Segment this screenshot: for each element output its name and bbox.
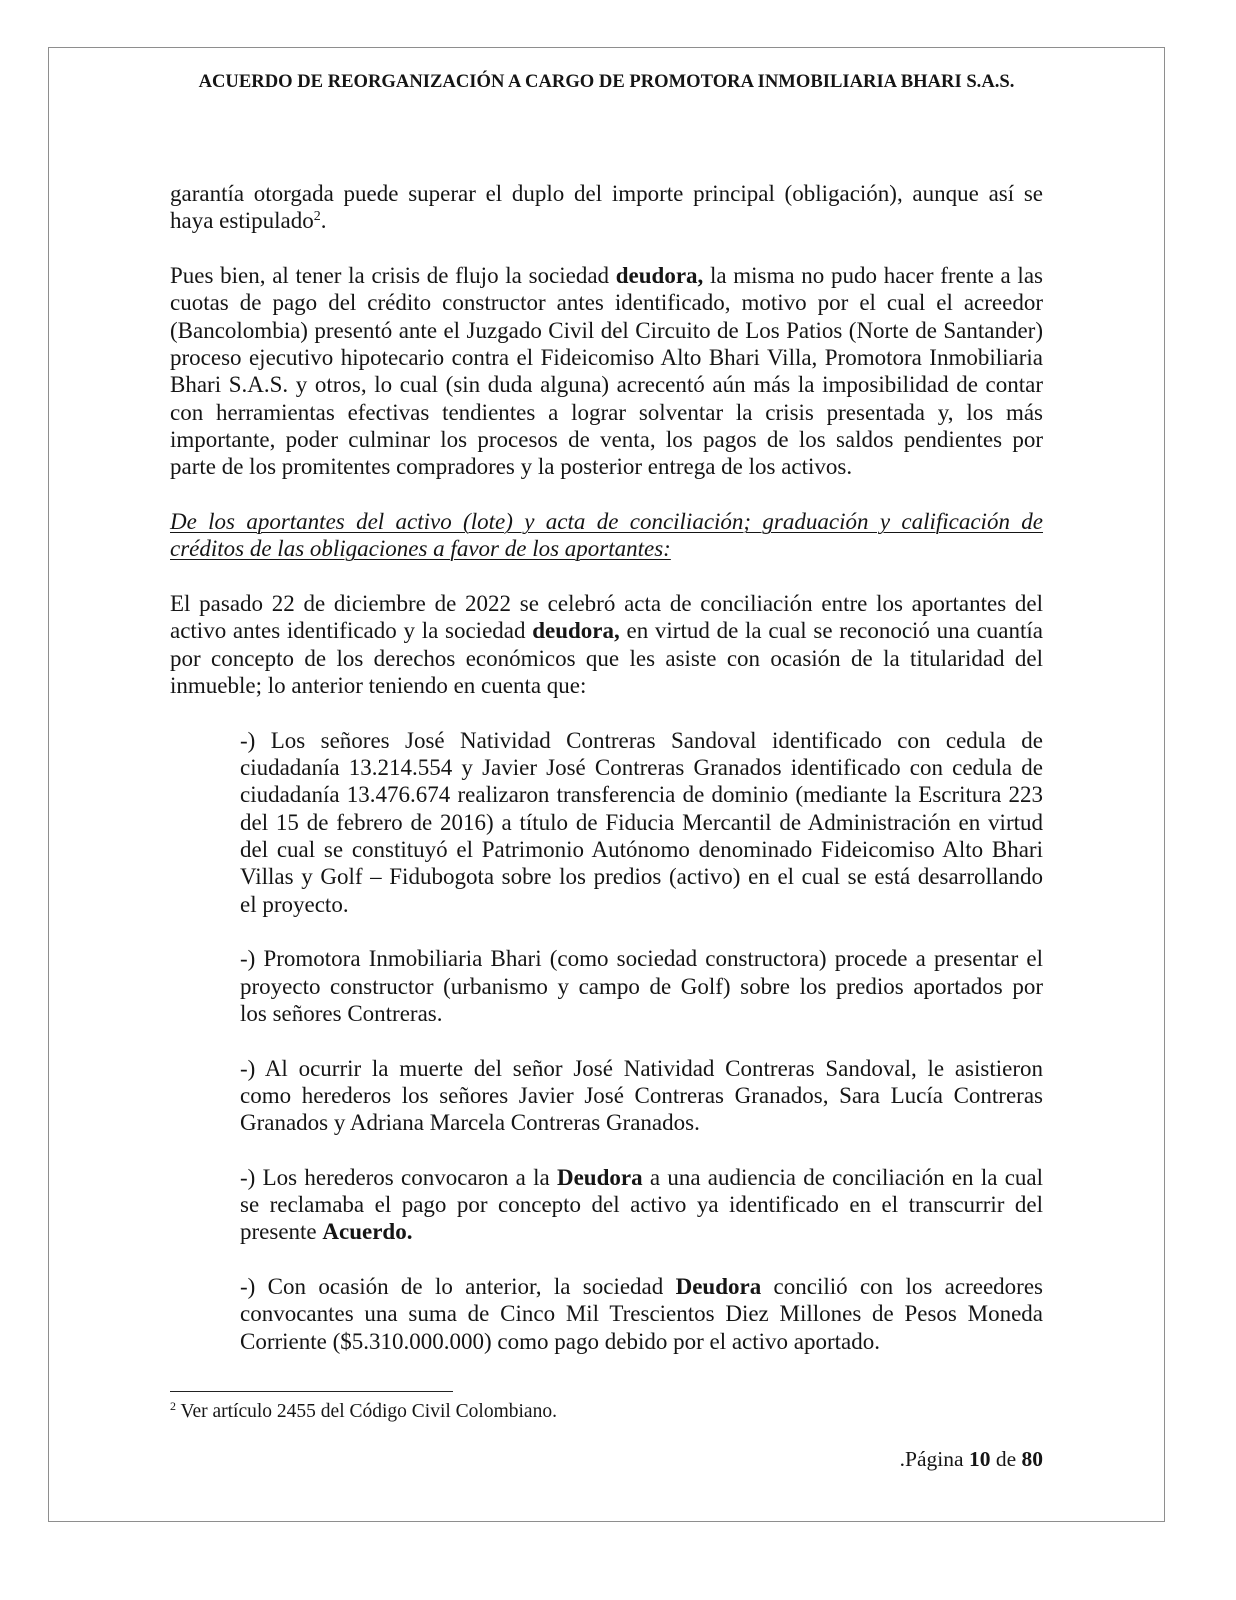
text-line: (Bancolombia) presentó ante el Juzgado Civil del Circuito de Los Patios (Norte de Santander) [170,317,1043,343]
text-line: De los aportantes del activo (lote) y acta de conciliación; graduación y calificación de [170,508,1043,534]
total-pages: 80 [1021,1447,1043,1471]
paragraph [170,262,1043,481]
text-line: del cual se constituyó el Patrimonio Autónomo denominado Fideicomiso Alto Bhari [240,836,1043,862]
text-line: se reclamaba el pago por concepto del activo ya identificado en el transcurrir del [240,1192,1043,1218]
bold-term: deudora, [532,618,620,644]
text-line: inmueble; lo anterior teniendo en cuenta que: [170,672,587,698]
bold-term: Deudora [675,1274,762,1300]
footnote-separator [170,1391,453,1392]
section-intro-paragraph [170,590,1043,699]
text-segment: . [320,208,327,234]
text-line: -) Al ocurrir la muerte del señor José Natividad Contreras Sandoval, le asistieron [240,1055,1043,1081]
footnote-marker: 2 [170,1399,176,1413]
text-line [240,1273,1043,1300]
text-segment: -) Con ocasión de lo anterior, la sociedad [240,1274,676,1300]
list-item [240,727,1043,918]
page-number [900,1447,1043,1471]
document-header: ACUERDO DE REORGANIZACIÓN A CARGO DE PROMOTORA INMOBILIARIA BHARI S.A.S. [198,71,1015,92]
list-item [240,1273,1043,1355]
text-line: por concepto de los derechos económicos que les asiste con ocasión de la titularidad del [170,645,1043,671]
text-segment: activo antes identificado y la sociedad [170,618,533,644]
text-line: garantía otorgada puede superar el duplo del importe principal (obligación), aunque así se [170,181,1043,206]
bold-term: Acuerdo. [322,1219,413,1245]
text-line: proyecto constructor (urbanismo y campo de Golf) sobre los predios aportados por [240,973,1043,999]
text-segment: Pues bien, al tener la crisis de flujo la sociedad [170,262,616,288]
text-segment: concilió con los acreedores [761,1274,1043,1300]
text-segment: a una audiencia de conciliación en la cual [642,1164,1044,1190]
text-line: Corriente ($5.310.000.000) como pago debido por el activo aportado. [240,1328,881,1354]
list-item [240,1055,1043,1137]
text-line: importante, poder culminar los procesos de venta, los pagos de los saldos pendientes por [170,426,1043,452]
text-line: proceso ejecutivo hipotecario contra el Fideicomiso Alto Bhari Villa, Promotora Inmobiliaria [170,344,1043,370]
text-line: el proyecto. [240,891,349,917]
text-line: ciudadanía 13.214.554 y Javier José Contreras Granados identificado con cedula de [240,754,1043,780]
text-line: créditos de las obligaciones a favor de los aportantes: [170,536,671,562]
text-segment: la misma no pudo hacer frente a las [703,262,1043,288]
section-heading [170,508,1043,563]
text-line: El pasado 22 de diciembre de 2022 se celebró acta de conciliación entre los aportantes del [170,590,1043,616]
text-segment: presente [240,1219,323,1245]
document-body [170,180,1043,1382]
text-line [240,1164,1043,1191]
text-line: los señores Contreras. [240,1000,443,1026]
text-line: Granados y Adriana Marcela Contreras Granados. [240,1110,700,1136]
current-page: 10 [968,1447,991,1471]
list-item [240,945,1043,1027]
text-line: -) Los señores José Natividad Contreras Sandoval identificado con cedula de [240,727,1043,753]
text-line: Bhari S.A.S. y otros, lo cual (sin duda alguna) acrecentó aún más la imposibilidad de contar [170,372,1043,398]
text-line: Villas y Golf – Fidubogota sobre los predios (activo) en el cual se está desarrollando [240,864,1043,890]
text-line: convocantes una suma de Cinco Mil Trescientos Diez Millones de Pesos Moneda [240,1301,1043,1327]
text-line [240,1218,1043,1245]
paragraph [170,180,1043,235]
text-line: ciudadanía 13.476.674 realizaron transferencia de dominio (mediante la Escritura 223 [240,782,1043,808]
text-segment: haya estipulado [170,208,314,234]
footnote [170,1401,1043,1423]
text-line [170,262,1043,289]
text-line: con herramientas efectivas tendientes a lograr solventar la crisis presentada y, los más [170,399,1043,425]
text-segment: en virtud de la cual se reconoció una cuantía [619,618,1043,644]
text-line: cuotas de pago del crédito constructor antes identificado, motivo por el cual el acreedor [170,290,1043,316]
text-line [170,617,1043,644]
page-of-label: de [995,1447,1017,1471]
page-label: .Página [899,1447,964,1471]
text-line [170,207,1043,234]
footnote-reference: 2 [313,209,321,225]
text-line: -) Promotora Inmobiliaria Bhari (como sociedad constructora) procede a presentar el [240,946,1043,972]
text-line: como herederos los señores Javier José Contreras Granados, Sara Lucía Contreras [240,1082,1043,1108]
text-segment: -) Los herederos convocaron a la [240,1164,557,1190]
bold-term: Deudora [556,1164,643,1190]
list-item [240,1164,1043,1246]
bold-term: deudora, [615,262,704,288]
footnote-text: Ver artículo 2455 del Código Civil Colombiano. [180,1401,557,1422]
text-line: parte de los promitentes compradores y la posterior entrega de los activos. [170,454,853,480]
text-line: del 15 de febrero de 2016) a título de Fiducia Mercantil de Administración en virtud [240,809,1043,835]
